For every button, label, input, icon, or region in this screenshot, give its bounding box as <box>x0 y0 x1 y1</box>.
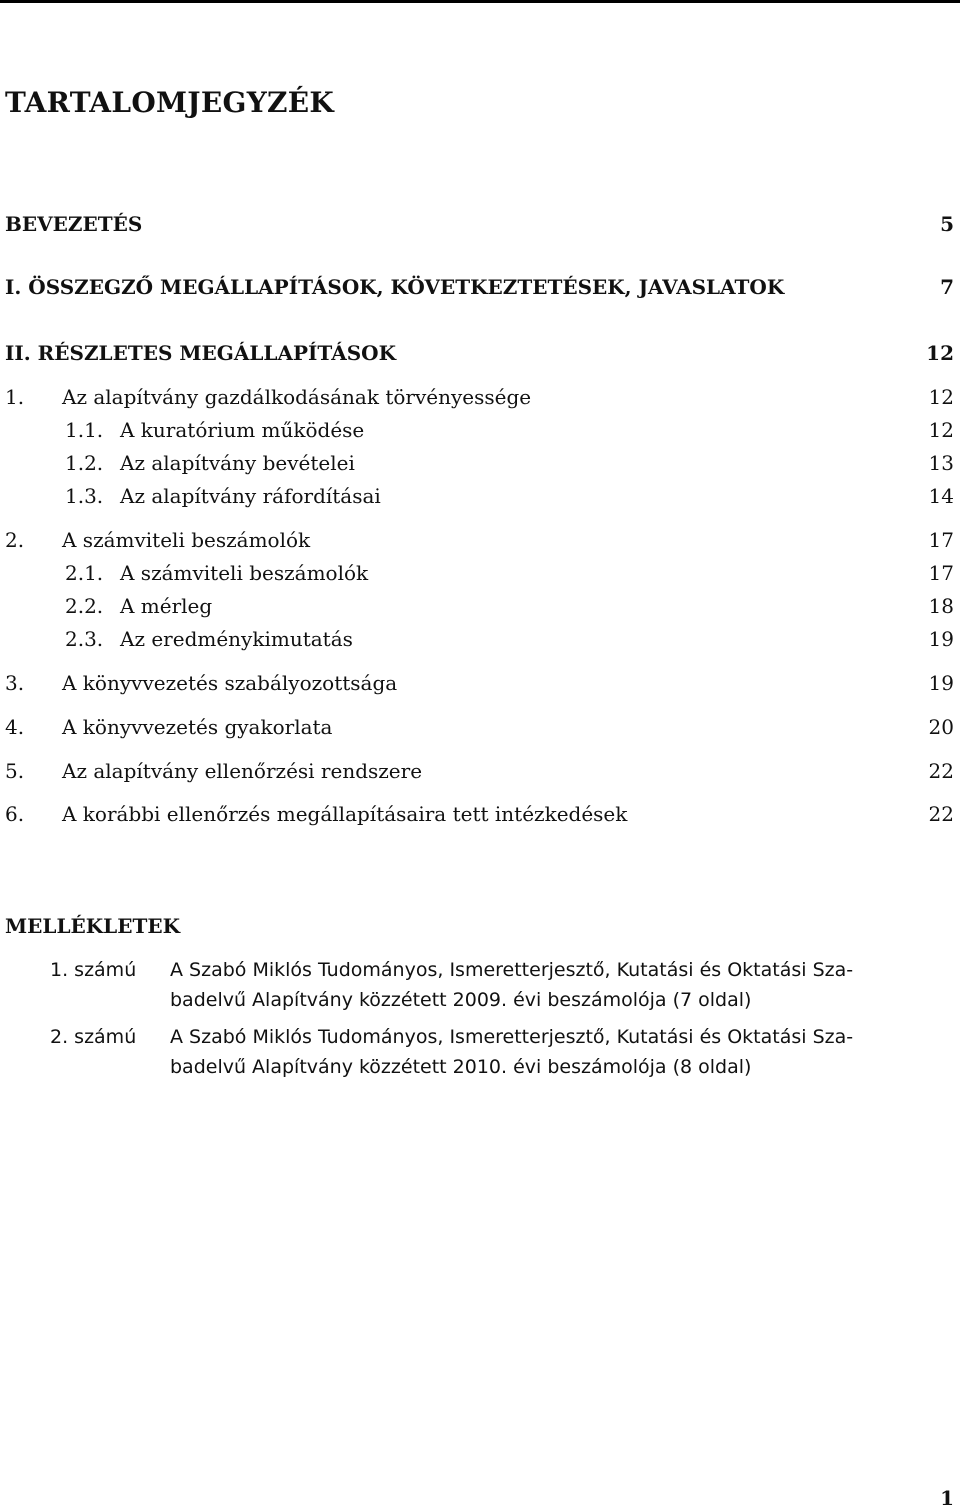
annex-description-line: A Szabó Miklós Tudományos, Ismeretterjesztő, Kutatási és Oktatási Sza- <box>170 1026 854 1048</box>
annex-label: 2. számú <box>50 1026 137 1048</box>
toc-entry-number: 4. <box>5 715 25 739</box>
toc-entry-text: I. ÖSSZEGZŐ MEGÁLLAPÍTÁSOK, KÖVETKEZTETÉSEK, JAVASLATOK <box>5 275 785 299</box>
toc-entry-page: 17 <box>928 561 954 585</box>
toc-entry-page: 17 <box>928 528 954 552</box>
toc-entry-page: 22 <box>928 802 954 826</box>
toc-entry-2-1[interactable] <box>0 558 960 588</box>
toc-entry-text: A számviteli beszámolók <box>62 528 311 552</box>
annex-label: 1. számú <box>50 959 137 981</box>
toc-entry-text: Az alapítvány bevételei <box>120 451 355 475</box>
toc-entry-1-3[interactable] <box>0 481 960 511</box>
toc-entry-1-1[interactable] <box>0 415 960 445</box>
annex-description-line: A Szabó Miklós Tudományos, Ismeretterjesztő, Kutatási és Oktatási Sza- <box>170 959 854 981</box>
toc-entry-page: 14 <box>928 484 954 508</box>
page-number: 1 <box>940 1486 954 1510</box>
toc-entry-page: 12 <box>928 385 954 409</box>
toc-entry-2-2[interactable] <box>0 591 960 621</box>
toc-entry-text: A könyvvezetés szabályozottsága <box>62 671 398 695</box>
toc-entry-text: Az eredménykimutatás <box>120 627 353 651</box>
toc-entry-number: 5. <box>5 759 25 783</box>
toc-entry-3[interactable] <box>0 668 960 698</box>
toc-entry-text: A korábbi ellenőrzés megállapításaira tett intézkedések <box>62 802 628 826</box>
toc-entry-text: A kuratórium működése <box>120 418 365 442</box>
toc-entry-number: 1. <box>5 385 25 409</box>
toc-entry-number: 2. <box>5 528 25 552</box>
annex-description-line: badelvű Alapítvány közzétett 2009. évi beszámolója (7 oldal) <box>170 989 752 1011</box>
toc-entry-text: A könyvvezetés gyakorlata <box>62 715 333 739</box>
toc-entry-page: 18 <box>928 594 954 618</box>
toc-entry-4[interactable] <box>0 712 960 742</box>
toc-entry-page: 7 <box>940 275 954 299</box>
toc-entry-reszletes[interactable] <box>0 338 960 368</box>
toc-entry-number: 1.1. <box>65 418 104 442</box>
toc-entry-bevezetes[interactable] <box>0 209 960 239</box>
toc-entry-1-2[interactable] <box>0 448 960 478</box>
toc-entry-1[interactable] <box>0 382 960 412</box>
annex-description <box>170 955 930 1015</box>
toc-entry-page: 12 <box>926 341 954 365</box>
toc-entry-text: A számviteli beszámolók <box>120 561 369 585</box>
top-rule <box>0 0 960 3</box>
toc-entry-text: Az alapítvány ellenőrzési rendszere <box>62 759 423 783</box>
toc-entry-5[interactable] <box>0 756 960 786</box>
toc-entry-page: 12 <box>928 418 954 442</box>
toc-entry-text: II. RÉSZLETES MEGÁLLAPÍTÁSOK <box>5 341 396 365</box>
toc-entry-text: Az alapítvány ráfordításai <box>120 484 381 508</box>
toc-entry-page: 19 <box>928 671 954 695</box>
toc-entry-osszegzo[interactable] <box>0 272 960 302</box>
annexes-heading: MELLÉKLETEK <box>5 914 180 938</box>
toc-entry-page: 20 <box>928 715 954 739</box>
toc-entry-page: 13 <box>928 451 954 475</box>
toc-entry-number: 2.1. <box>65 561 104 585</box>
annex-item-2 <box>0 1022 960 1082</box>
toc-entry-6[interactable] <box>0 799 960 829</box>
page-title: TARTALOMJEGYZÉK <box>5 86 335 119</box>
toc-entry-text: BEVEZETÉS <box>5 212 143 236</box>
toc-entry-number: 2.2. <box>65 594 104 618</box>
toc-entry-text: A mérleg <box>120 594 213 618</box>
toc-entry-number: 1.2. <box>65 451 104 475</box>
annex-description-line: badelvű Alapítvány közzétett 2010. évi beszámolója (8 oldal) <box>170 1056 752 1078</box>
toc-entry-text: Az alapítvány gazdálkodásának törvényessége <box>62 385 532 409</box>
toc-entry-number: 2.3. <box>65 627 104 651</box>
toc-entry-page: 5 <box>940 212 954 236</box>
toc-entry-page: 22 <box>928 759 954 783</box>
toc-entry-page: 19 <box>928 627 954 651</box>
annex-description <box>170 1022 930 1082</box>
toc-entry-number: 1.3. <box>65 484 104 508</box>
annex-item-1 <box>0 955 960 1015</box>
toc-entry-2[interactable] <box>0 525 960 555</box>
toc-entry-2-3[interactable] <box>0 624 960 654</box>
toc-entry-number: 3. <box>5 671 25 695</box>
toc-entry-number: 6. <box>5 802 25 826</box>
